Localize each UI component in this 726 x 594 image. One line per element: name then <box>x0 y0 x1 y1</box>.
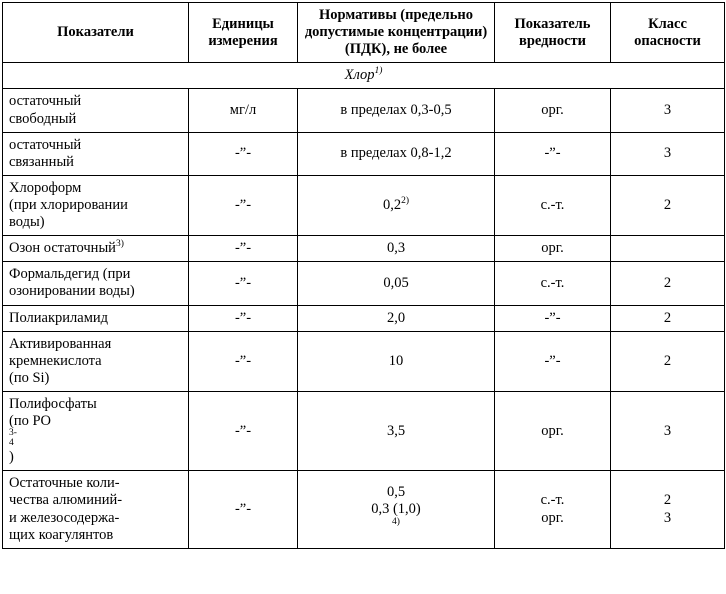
row-name-line: связанный <box>9 153 74 170</box>
row-harm-cell: -”- <box>495 132 611 175</box>
row-name-cell <box>3 262 189 305</box>
row-name-stack <box>9 93 182 127</box>
row-units-cell: -”- <box>189 236 298 262</box>
table-row <box>3 391 725 470</box>
row-name-line: Озон остаточный <box>9 240 116 257</box>
row-hazard-cell: 3 <box>611 132 725 175</box>
row-norm-footnote: 4) <box>392 517 400 528</box>
row-name-line: Полифосфаты <box>9 395 97 412</box>
row-harm-cell: -”- <box>495 305 611 331</box>
row-name-stack <box>9 336 182 387</box>
row-name-cell <box>3 471 189 548</box>
row-name-line: кремнекислота <box>9 352 102 369</box>
row-units-cell: -”- <box>189 175 298 235</box>
row-harm-cell: орг. <box>495 89 611 132</box>
row-hazard-line: 2 <box>663 492 672 509</box>
row-norm-cell: в пределах 0,3-0,5 <box>298 89 495 132</box>
header-row <box>3 3 725 63</box>
water-quality-norms-table <box>2 2 725 549</box>
row-name-line: Остаточные коли- <box>9 475 120 492</box>
row-harm-cell: с.-т. <box>495 175 611 235</box>
row-name-stack <box>9 396 182 466</box>
table-row <box>3 331 725 391</box>
table-row <box>3 175 725 235</box>
table-row <box>3 471 725 548</box>
row-name-cell <box>3 331 189 391</box>
row-norm-cell: 0,3 <box>298 236 495 262</box>
table-row <box>3 236 725 262</box>
formula-prefix: (по PO <box>9 413 51 430</box>
header-norms: Нормативы (предельно допустимые концентрации) (ПДК), не более <box>298 3 495 63</box>
row-units-cell: -”- <box>189 305 298 331</box>
row-norm-cell <box>298 175 495 235</box>
row-name-line: и железосодержа- <box>9 509 120 526</box>
row-name-cell <box>3 132 189 175</box>
row-harm-line: с.-т. <box>540 492 565 509</box>
section-title-cell <box>3 63 725 89</box>
row-name-line: свободный <box>9 110 77 127</box>
row-name-footnote: 3) <box>115 239 124 250</box>
row-name-line: воды) <box>9 214 45 231</box>
row-name-formula <box>9 413 182 466</box>
row-name-line: чества алюминий- <box>9 492 123 509</box>
row-hazard-cell: 2 <box>611 175 725 235</box>
row-hazard-cell <box>611 236 725 262</box>
norms-table-container <box>0 2 726 594</box>
row-norm-line-with-footnote <box>304 501 488 535</box>
row-name-stack <box>9 475 182 543</box>
row-harm-cell: -”- <box>495 331 611 391</box>
row-name-cell <box>3 391 189 470</box>
row-name-line: (по Si) <box>9 369 50 386</box>
row-harm-stack <box>501 492 604 526</box>
row-norm-cell: 3,5 <box>298 391 495 470</box>
header-hazard-class: Класс опасности <box>611 3 725 63</box>
section-title-text: Хлор <box>344 67 375 84</box>
row-name-stack <box>9 266 182 300</box>
row-name-stack <box>9 137 182 171</box>
row-name-cell <box>3 175 189 235</box>
row-units-cell: -”- <box>189 132 298 175</box>
row-name-line: Формальдегид (при <box>9 266 131 283</box>
row-hazard-cell: 2 <box>611 331 725 391</box>
table-row <box>3 89 725 132</box>
row-hazard-stack <box>617 492 718 526</box>
row-harm-cell: с.-т. <box>495 262 611 305</box>
formula-sub: 4 <box>9 437 14 448</box>
row-hazard-cell: 2 <box>611 305 725 331</box>
row-name-stack <box>9 180 182 231</box>
header-harm-index: Показатель вредности <box>495 3 611 63</box>
row-name-line: остаточный <box>9 136 82 153</box>
header-indicators: Показатели <box>3 3 189 63</box>
formula-subsup <box>9 429 182 448</box>
row-norm-cell: 2,0 <box>298 305 495 331</box>
row-harm-line: орг. <box>541 509 564 526</box>
row-norm-cell <box>298 471 495 548</box>
row-units-cell: -”- <box>189 471 298 548</box>
formula-suffix: ) <box>9 449 14 466</box>
row-norm-line: 0,5 <box>386 483 406 500</box>
table-header <box>3 3 725 63</box>
row-units-cell: -”- <box>189 391 298 470</box>
row-hazard-line: 3 <box>663 509 672 526</box>
row-norm-value: 0,2 <box>382 196 402 213</box>
section-row-chlorine <box>3 63 725 89</box>
row-units-cell: -”- <box>189 262 298 305</box>
row-harm-cell <box>495 471 611 548</box>
table-row <box>3 132 725 175</box>
row-name-line: Активированная <box>9 335 112 352</box>
row-harm-cell: орг. <box>495 391 611 470</box>
row-units-cell: мг/л <box>189 89 298 132</box>
row-name-line: остаточный <box>9 93 82 110</box>
row-hazard-cell: 3 <box>611 89 725 132</box>
formula-sup: 3- <box>9 428 17 439</box>
row-hazard-cell: 2 <box>611 262 725 305</box>
row-norm-cell: в пределах 0,8-1,2 <box>298 132 495 175</box>
row-units-cell: -”- <box>189 331 298 391</box>
table-row <box>3 262 725 305</box>
table-row <box>3 305 725 331</box>
row-name-cell: Полиакриламид <box>3 305 189 331</box>
row-name-line: озонировании воды) <box>9 283 135 300</box>
row-norm-cell: 10 <box>298 331 495 391</box>
row-name-cell <box>3 236 189 262</box>
header-units: Единицы измерения <box>189 3 298 63</box>
row-norm-value: 0,3 (1,0) <box>371 500 421 517</box>
row-name-line: Хлороформ <box>9 179 82 196</box>
row-name-line: щих коагулянтов <box>9 526 114 543</box>
row-norm-cell: 0,05 <box>298 262 495 305</box>
table-body <box>3 63 725 548</box>
row-harm-cell: орг. <box>495 236 611 262</box>
row-name-cell <box>3 89 189 132</box>
row-hazard-cell: 3 <box>611 391 725 470</box>
section-title-footnote: 1) <box>374 66 383 77</box>
row-hazard-cell <box>611 471 725 548</box>
row-norm-footnote: 2) <box>401 196 410 207</box>
row-name-line: (при хлорировании <box>9 196 128 213</box>
row-norm-stack <box>304 484 488 535</box>
